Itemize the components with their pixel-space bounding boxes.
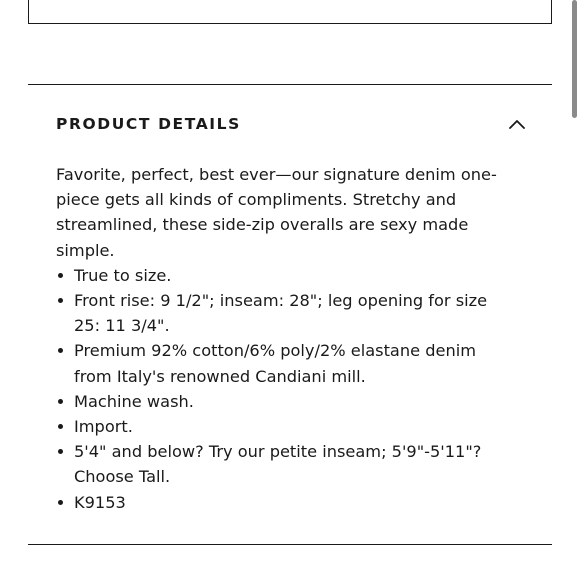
- section-divider-top: [28, 84, 552, 85]
- scrollbar[interactable]: [572, 0, 577, 118]
- list-item: 5'4" and below? Try our petite inseam; 5'9"-5'11"? Choose Tall.: [56, 439, 508, 489]
- list-item: K9153: [56, 490, 508, 515]
- product-details-toggle[interactable]: [56, 112, 526, 136]
- list-item: Machine wash.: [56, 389, 508, 414]
- list-item: Front rise: 9 1/2"; inseam: 28"; leg opening for size 25: 11 3/4".: [56, 288, 508, 338]
- list-item: Import.: [56, 414, 508, 439]
- previous-section-box: [28, 0, 552, 24]
- details-list: [56, 263, 508, 515]
- chevron-up-icon[interactable]: [508, 115, 526, 133]
- section-title: PRODUCT DETAILS: [56, 115, 241, 133]
- section-divider-bottom: [28, 544, 552, 545]
- product-details-content: [56, 162, 508, 515]
- list-item: True to size.: [56, 263, 508, 288]
- list-item: Premium 92% cotton/6% poly/2% elastane denim from Italy's renowned Candiani mill.: [56, 338, 508, 388]
- product-description: Favorite, perfect, best ever—our signature denim one-piece gets all kinds of compliments. Stretchy and streamlined, these side-zip overalls are sexy made simple.: [56, 165, 497, 260]
